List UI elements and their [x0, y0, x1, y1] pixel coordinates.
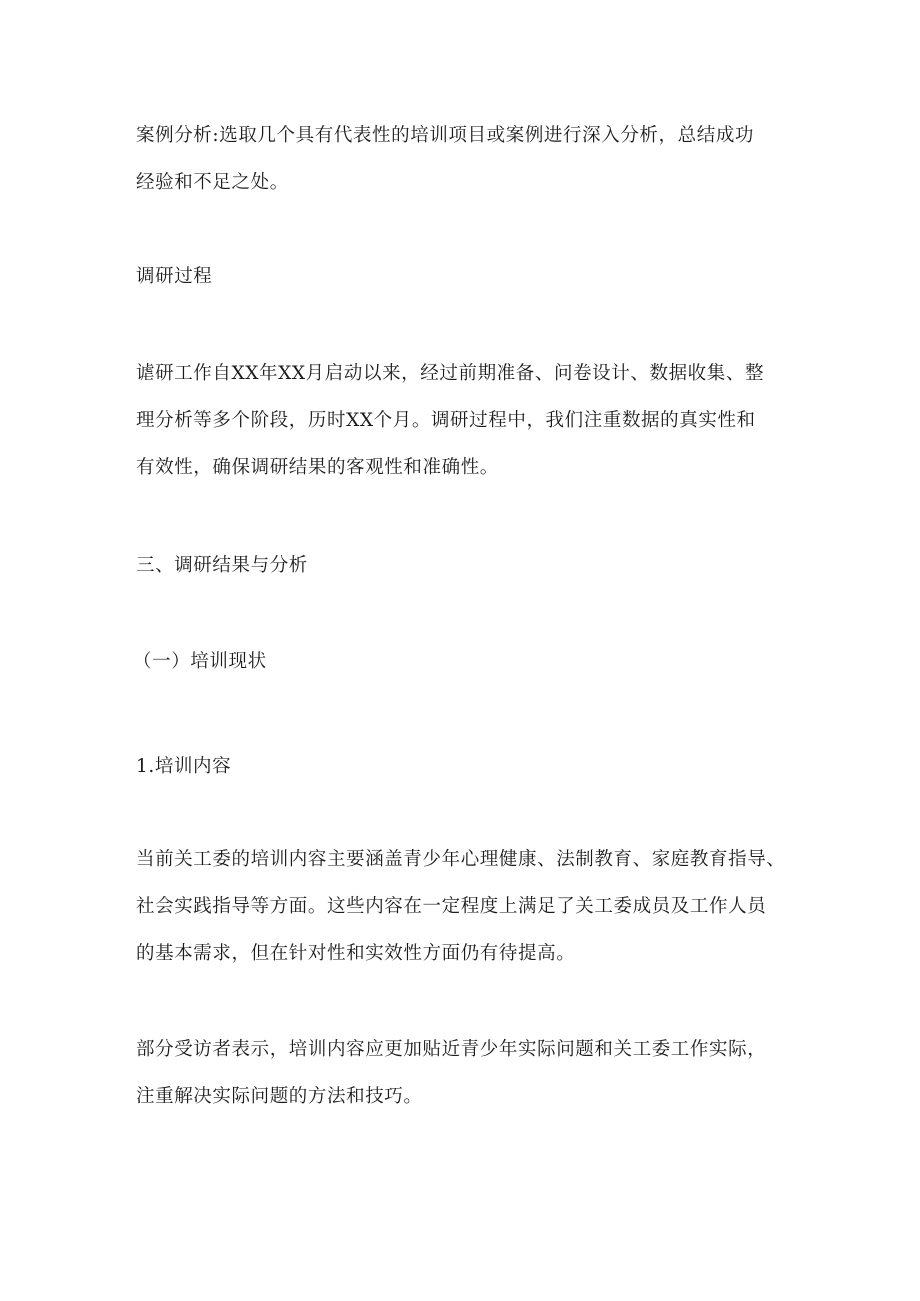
subsection-one-heading: （一）培训现状 [133, 651, 267, 672]
research-process-heading: 调研过程 [136, 266, 213, 287]
paragraph-line: 谑研工作自XX年XX月启动以来，经过前期准备、问卷设计、数据收集、整 [136, 363, 765, 384]
paragraph-line: 有效性，确保调研结果的客观性和准确性。 [136, 457, 499, 478]
training-content-paragraph [136, 836, 785, 977]
paragraph-line: 部分受访者表示，培训内容应更加贴近青少年实际问题和关工委工作实际， [136, 1039, 767, 1060]
paragraph-line: 案例分析:选取几个具有代表性的培训项目或案例进行深入分析，总结成功 [136, 125, 755, 146]
paragraph-line: 经验和不足之处。 [136, 172, 289, 193]
paragraph-line: 理分析等多个阶段，历时XX个月。调研过程中，我们注重数据的真实性和 [136, 410, 756, 431]
paragraph-line: 的基本需求，但在针对性和实效性方面仍有待提高。 [136, 943, 576, 964]
item-one-heading: 1.培训内容 [136, 756, 232, 777]
case-analysis-paragraph [136, 112, 754, 206]
paragraph-line: 当前关工委的培训内容主要涵盖青少年心理健康、法制教育、家庭教育指导、 [136, 849, 786, 870]
paragraph-line: 注重解决实际问题的方法和技巧。 [136, 1086, 423, 1107]
interviewee-feedback-paragraph [136, 1026, 766, 1120]
paragraph-line: 社会实践指导等方面。这些内容在一定程度上满足了关工委成员及工作人员 [136, 896, 767, 917]
section-three-heading: 三、调研结果与分析 [136, 555, 308, 576]
research-process-paragraph [136, 350, 764, 491]
